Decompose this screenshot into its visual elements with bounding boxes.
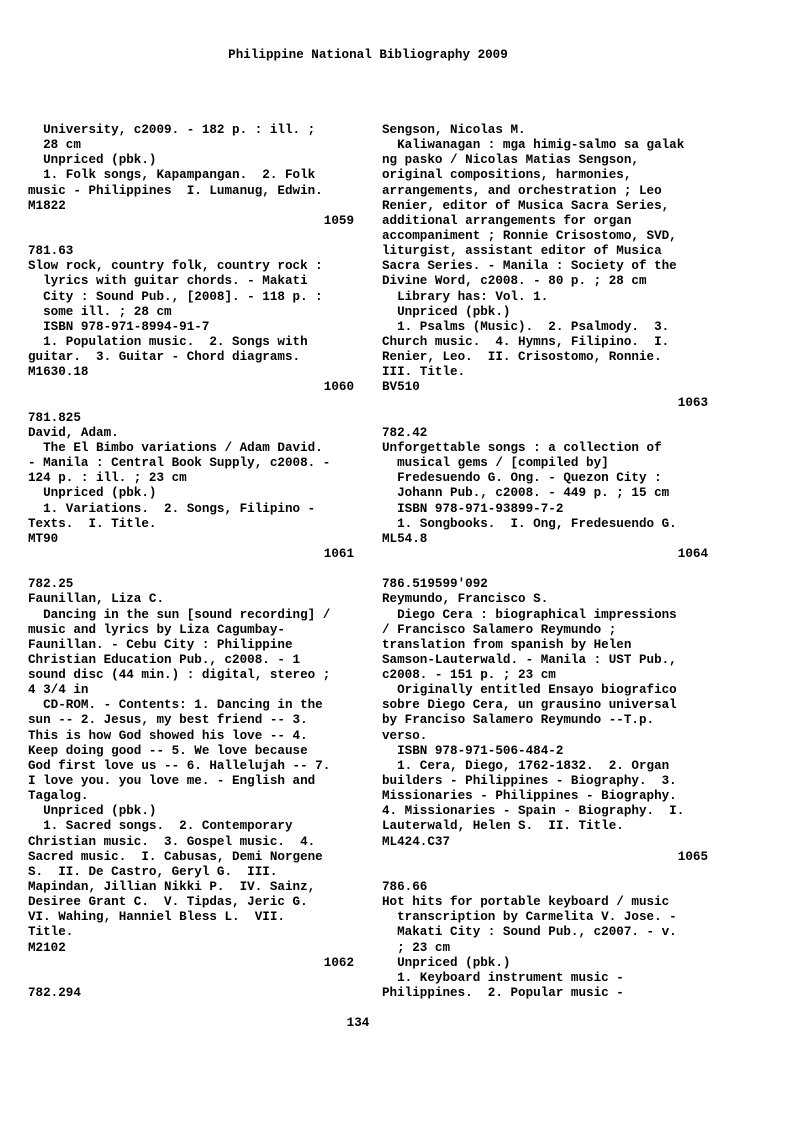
entry-line: God first love us -- 6. Hallelujah -- 7. bbox=[28, 758, 331, 773]
entry-line bbox=[28, 971, 354, 986]
entry-line: 781.63 bbox=[28, 244, 74, 259]
entry-line: transcription by Carmelita V. Jose. - bbox=[382, 910, 677, 925]
entry-number: 1065 bbox=[677, 849, 708, 864]
page-number: 134 bbox=[346, 1016, 370, 1030]
entry-line: Library has: Vol. 1. bbox=[382, 289, 549, 304]
entry-line: 781.825 bbox=[28, 410, 81, 425]
entry-line: 4. Missionaries - Spain - Biography. I. bbox=[382, 804, 685, 819]
entry-line: ; 23 cm bbox=[382, 940, 451, 955]
entry-line: guitar. 3. Guitar - Chord diagrams. bbox=[28, 350, 301, 365]
right-column bbox=[382, 123, 708, 1001]
entry-line: 1. Cera, Diego, 1762-1832. 2. Organ bbox=[382, 758, 670, 773]
entry-line: liturgist, assistant editor of Musica bbox=[382, 244, 662, 259]
entry-line: Unforgettable songs : a collection of bbox=[382, 440, 662, 455]
entry-line: Title. bbox=[28, 925, 74, 940]
entry-line: VI. Wahing, Hanniel Bless L. VII. bbox=[28, 910, 285, 925]
entry-line: - Manila : Central Book Supply, c2008. - bbox=[28, 456, 331, 471]
entry-line: Hot hits for portable keyboard / music bbox=[382, 895, 670, 910]
entry-line: III. Title. bbox=[382, 365, 466, 380]
entry-line: MT90 bbox=[28, 531, 59, 546]
entry-line: sound disc (44 min.) : digital, stereo ; bbox=[28, 668, 331, 683]
entry-line: Texts. I. Title. bbox=[28, 516, 157, 531]
entry-line: sun -- 2. Jesus, my best friend -- 3. bbox=[28, 713, 308, 728]
entry-line: 782.25 bbox=[28, 577, 74, 592]
entry-line: 782.294 bbox=[28, 986, 81, 1001]
entry-line: Unpriced (pbk.) bbox=[28, 804, 157, 819]
entry-line: Faunillan. - Cebu City : Philippine bbox=[28, 637, 293, 652]
entry-line bbox=[28, 229, 354, 244]
entry-line bbox=[28, 562, 354, 577]
entry-line: Diego Cera : biographical impressions bbox=[382, 607, 677, 622]
entry-line: Reymundo, Francisco S. bbox=[382, 592, 549, 607]
entry-line: 1. Songbooks. I. Ong, Fredesuendo G. bbox=[382, 516, 677, 531]
entry-line: / Francisco Salamero Reymundo ; bbox=[382, 622, 617, 637]
entry-line: 28 cm bbox=[28, 138, 81, 153]
entry-line: ng pasko / Nicolas Matias Sengson, bbox=[382, 153, 639, 168]
entry-line bbox=[28, 396, 354, 411]
entry-number: 1064 bbox=[677, 546, 708, 561]
entry-line: accompaniment ; Ronnie Crisostomo, SVD, bbox=[382, 228, 677, 243]
entry-line: sobre Diego Cera, un grausino universal bbox=[382, 698, 677, 713]
entry-line bbox=[382, 411, 708, 426]
entry-line: by Franciso Salamero Reymundo --T.p. bbox=[382, 713, 655, 728]
entry-line: Johann Pub., c2008. - 449 p. ; 15 cm bbox=[382, 486, 670, 501]
entry-line: Faunillan, Liza C. bbox=[28, 592, 165, 607]
entry-line: Unpriced (pbk.) bbox=[382, 955, 511, 970]
entry-line: 786.519599'092 bbox=[382, 577, 488, 592]
entry-line: Makati City : Sound Pub., c2007. - v. bbox=[382, 925, 677, 940]
entry-line: University, c2009. - 182 p. : ill. ; bbox=[28, 123, 316, 137]
entry-line: Divine Word, c2008. - 80 p. ; 28 cm bbox=[382, 274, 647, 289]
entry-line: 1. Folk songs, Kapampangan. 2. Folk bbox=[28, 168, 316, 183]
entry-line: builders - Philippines - Biography. 3. bbox=[382, 774, 677, 789]
entry-line: 4 3/4 in bbox=[28, 683, 89, 698]
entry-line: additional arrangements for organ bbox=[382, 213, 632, 228]
entry-line: 1. Keyboard instrument music - bbox=[382, 970, 624, 985]
entry-line: Dancing in the sun [sound recording] / bbox=[28, 607, 331, 622]
entry-line: Tagalog. bbox=[28, 789, 89, 804]
entry-line: Keep doing good -- 5. We love because bbox=[28, 743, 308, 758]
entry-line: 1. Variations. 2. Songs, Filipino - bbox=[28, 501, 316, 516]
entry-line: Philippines. 2. Popular music - bbox=[382, 986, 624, 1001]
entry-line: Lauterwald, Helen S. II. Title. bbox=[382, 819, 624, 834]
entry-line: CD-ROM. - Contents: 1. Dancing in the bbox=[28, 698, 323, 713]
entry-line: Kaliwanagan : mga himig-salmo sa galak bbox=[382, 138, 685, 153]
entry-line: Desiree Grant C. V. Tipdas, Jeric G. bbox=[28, 895, 308, 910]
entry-line: Renier, Leo. II. Crisostomo, Ronnie. bbox=[382, 350, 662, 365]
entry-line: Church music. 4. Hymns, Filipino. I. bbox=[382, 334, 670, 349]
entry-line: M2102 bbox=[28, 940, 66, 955]
running-header: Philippine National Bibliography 2009 bbox=[228, 48, 508, 62]
entry-line: Missionaries - Philippines - Biography. bbox=[382, 789, 677, 804]
entry-number: 1062 bbox=[323, 955, 354, 970]
entry-line: music - Philippines I. Lumanug, Edwin. bbox=[28, 183, 323, 198]
entry-line: Samson-Lauterwald. - Manila : UST Pub., bbox=[382, 652, 677, 667]
entry-line: S. II. De Castro, Geryl G. III. bbox=[28, 864, 278, 879]
entry-line: Renier, editor of Musica Sacra Series, bbox=[382, 198, 670, 213]
entry-line: ISBN 978-971-93899-7-2 bbox=[382, 501, 564, 516]
entry-number: 1060 bbox=[323, 380, 354, 395]
entry-line: The El Bimbo variations / Adam David. bbox=[28, 440, 323, 455]
entry-line: David, Adam. bbox=[28, 425, 119, 440]
entry-number: 1063 bbox=[677, 395, 708, 410]
entry-line: ML424.C37 bbox=[382, 834, 451, 849]
entry-line: Originally entitled Ensayo biografico bbox=[382, 683, 677, 698]
entry-line: Slow rock, country folk, country rock : bbox=[28, 259, 323, 274]
entry-line: Unpriced (pbk.) bbox=[28, 153, 157, 168]
entry-line: 1. Psalms (Music). 2. Psalmody. 3. bbox=[382, 319, 670, 334]
entry-line: musical gems / [compiled by] bbox=[382, 456, 609, 471]
entry-line: 1. Sacred songs. 2. Contemporary bbox=[28, 819, 293, 834]
entry-line: 124 p. : ill. ; 23 cm bbox=[28, 471, 187, 486]
entry-line: M1630.18 bbox=[28, 365, 89, 380]
entry-line: Unpriced (pbk.) bbox=[382, 304, 511, 319]
entry-number: 1059 bbox=[323, 213, 354, 228]
entry-line: ISBN 978-971-8994-91-7 bbox=[28, 319, 210, 334]
entry-line: c2008. - 151 p. ; 23 cm bbox=[382, 668, 556, 683]
entry-line: original compositions, harmonies, bbox=[382, 168, 632, 183]
entry-number: 1061 bbox=[323, 546, 354, 561]
entry-line: I love you. you love me. - English and bbox=[28, 774, 316, 789]
entry-line: Sacra Series. - Manila : Society of the bbox=[382, 259, 677, 274]
entry-line: ISBN 978-971-506-484-2 bbox=[382, 743, 564, 758]
entry-line: This is how God showed his love -- 4. bbox=[28, 728, 308, 743]
entry-line: translation from spanish by Helen bbox=[382, 637, 632, 652]
entry-line: Mapindan, Jillian Nikki P. IV. Sainz, bbox=[28, 880, 316, 895]
entry-line: arrangements, and orchestration ; Leo bbox=[382, 183, 662, 198]
entry-line: M1822 bbox=[28, 198, 66, 213]
entry-line: some ill. ; 28 cm bbox=[28, 304, 172, 319]
entry-line: City : Sound Pub., [2008]. - 118 p. : bbox=[28, 289, 323, 304]
entry-line: Sacred music. I. Cabusas, Demi Norgene bbox=[28, 849, 323, 864]
entry-line bbox=[382, 865, 708, 880]
entry-line: 786.66 bbox=[382, 880, 428, 895]
entry-line: Christian music. 3. Gospel music. 4. bbox=[28, 834, 316, 849]
entry-line: Fredesuendo G. Ong. - Quezon City : bbox=[382, 471, 662, 486]
entry-line: BV510 bbox=[382, 380, 420, 395]
entry-line bbox=[382, 562, 708, 577]
entry-line: music and lyrics by Liza Cagumbay- bbox=[28, 622, 285, 637]
entry-line: Sengson, Nicolas M. bbox=[382, 123, 526, 137]
entry-line: Christian Education Pub., c2008. - 1 bbox=[28, 652, 301, 667]
entry-line: ML54.8 bbox=[382, 531, 428, 546]
entry-line: lyrics with guitar chords. - Makati bbox=[28, 274, 308, 289]
entry-line: Unpriced (pbk.) bbox=[28, 486, 157, 501]
left-column bbox=[28, 123, 354, 1001]
entry-line: 1. Population music. 2. Songs with bbox=[28, 334, 308, 349]
entry-line: verso. bbox=[382, 728, 428, 743]
entry-line: 782.42 bbox=[382, 425, 428, 440]
